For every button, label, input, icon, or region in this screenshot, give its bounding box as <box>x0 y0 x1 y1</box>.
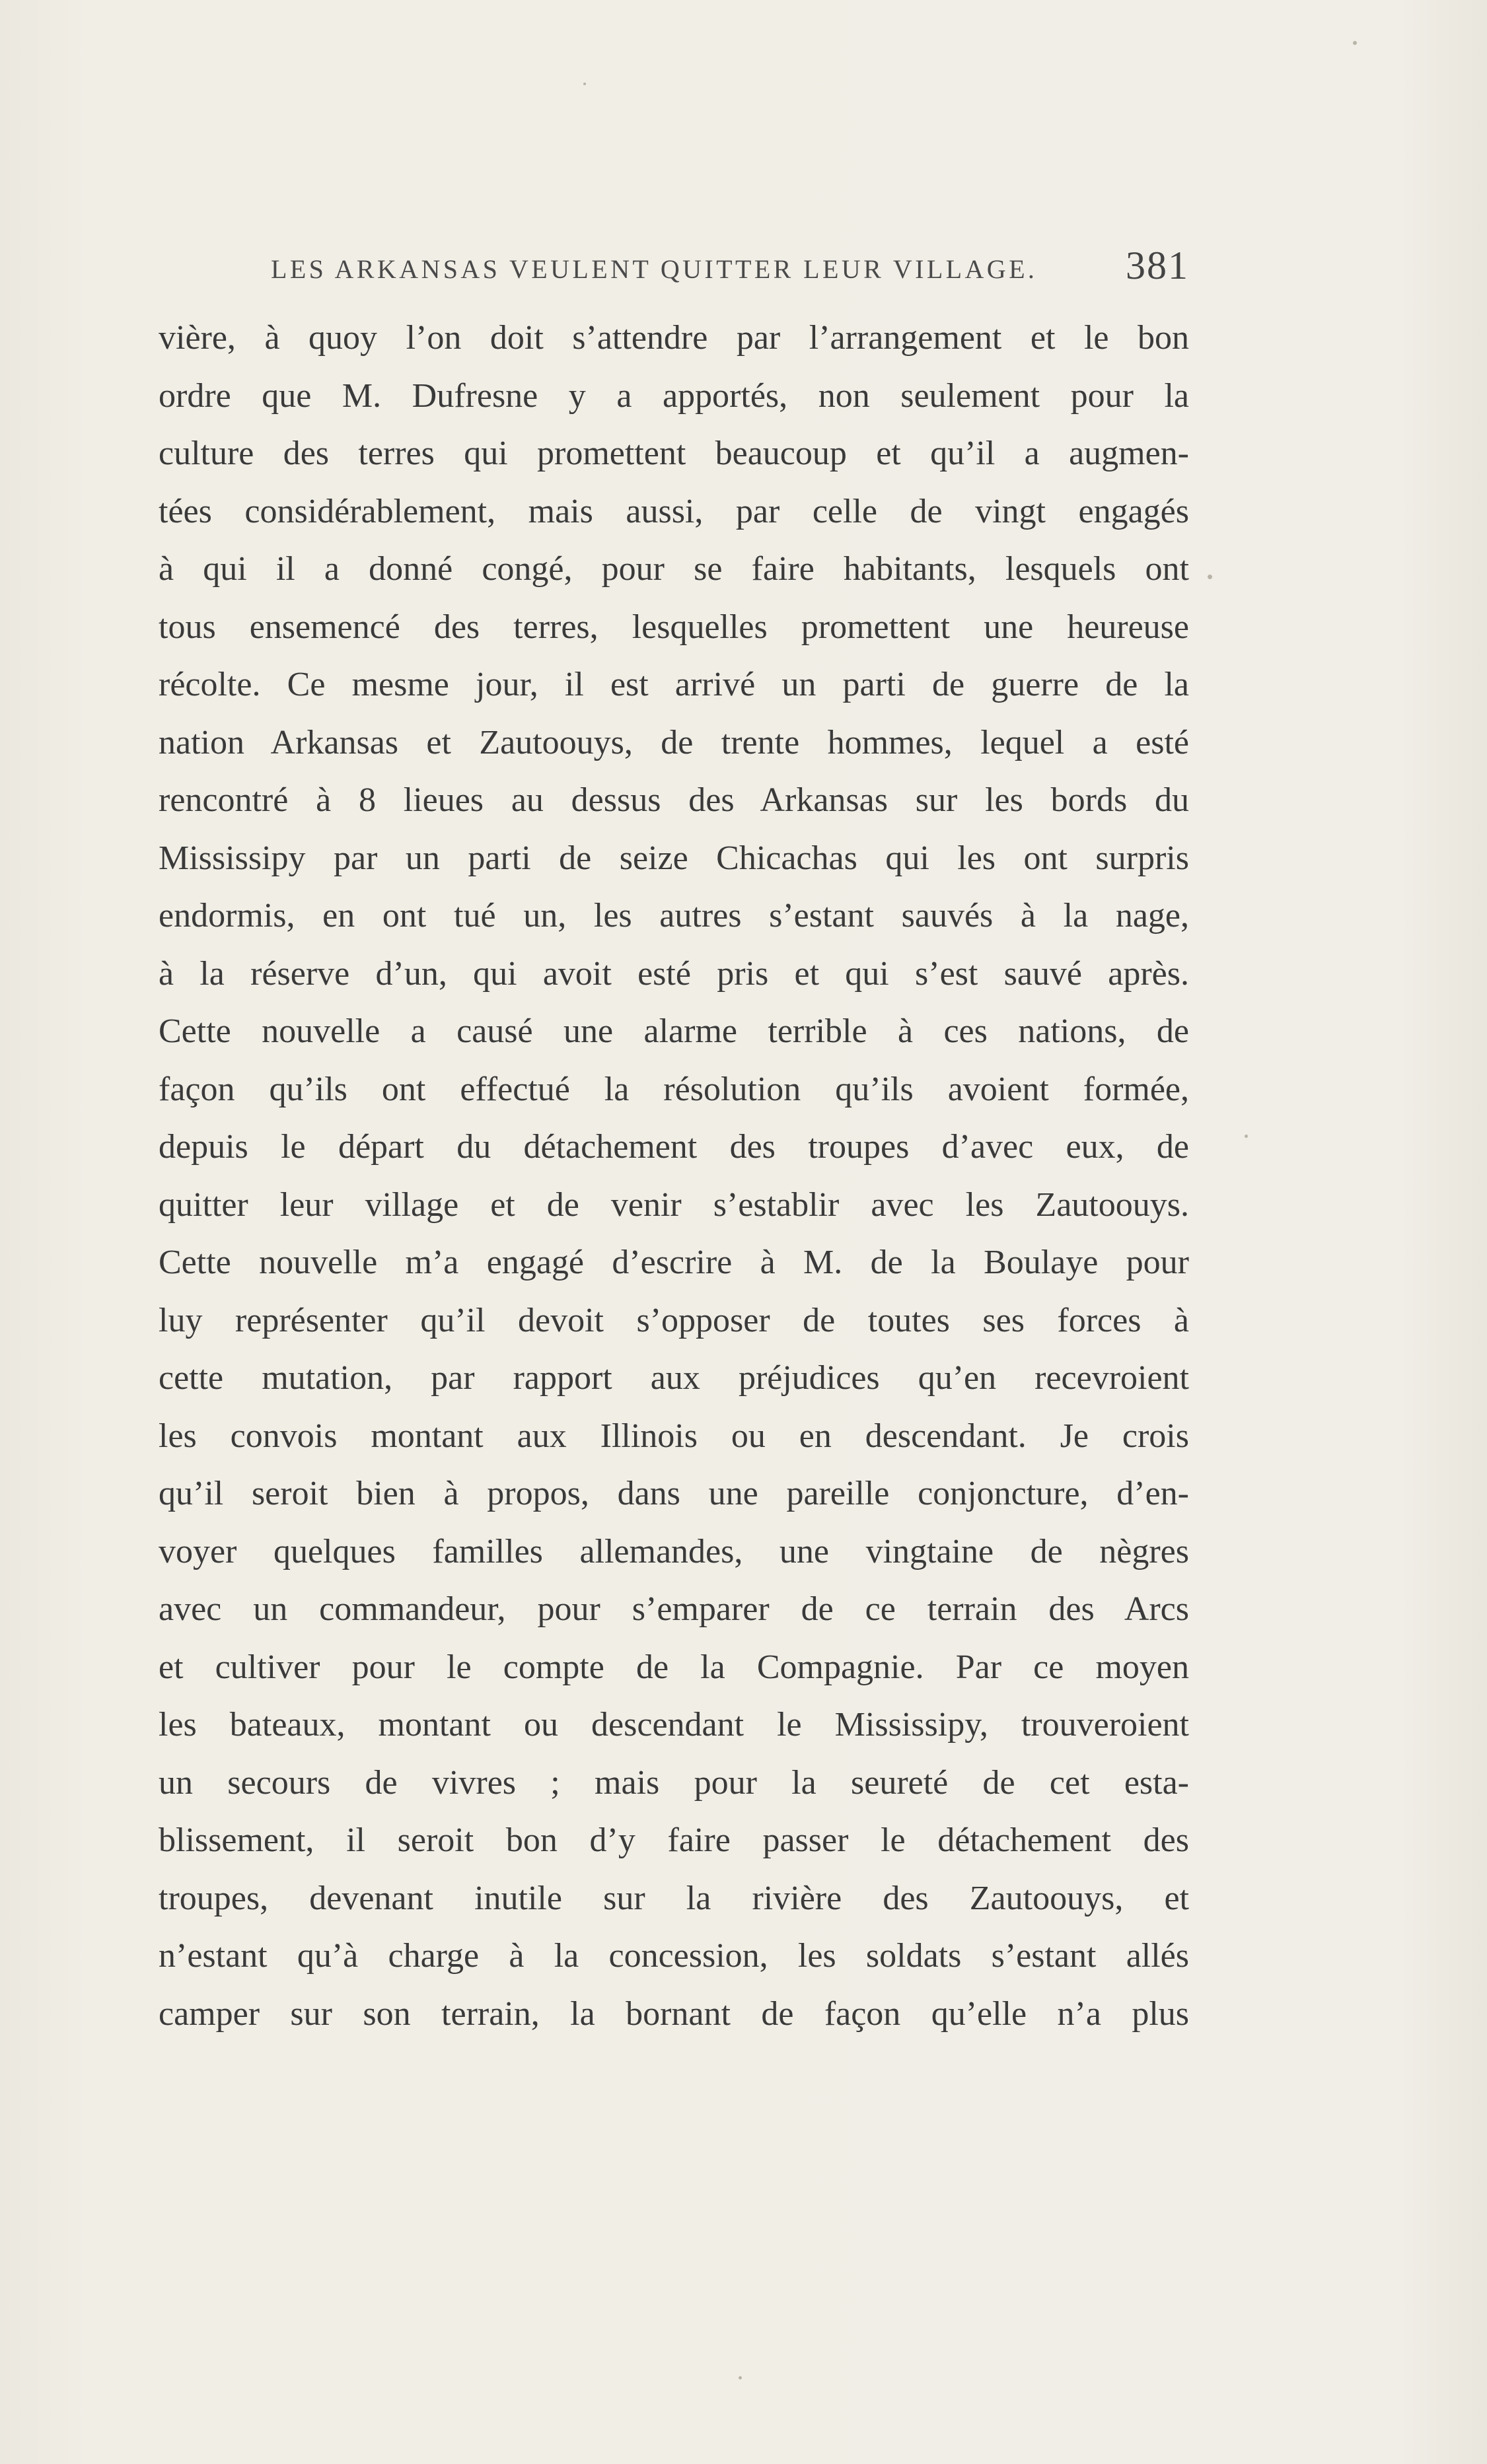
text-line: vière, à quoy l’on doit s’attendre par l’arrangement et le bon <box>159 319 1189 357</box>
text-line: culture des terres qui promettent beaucoup et qu’il a augmen- <box>159 435 1189 472</box>
text-line: à la réserve d’un, qui avoit esté pris et qui s’est sauvé après. <box>159 954 1189 993</box>
body-text <box>159 309 1189 2043</box>
text-line: les bateaux, montant ou descendant le Mississipy, trouveroient <box>159 1706 1189 1743</box>
text-line: blissement, il seroit bon d’y faire passer le détachement des <box>159 1821 1189 1859</box>
text-line: qu’il seroit bien à propos, dans une pareille conjoncture, d’en- <box>159 1475 1189 1512</box>
text-line: Cette nouvelle a causé une alarme terrible à ces nations, de <box>159 1012 1189 1050</box>
running-head <box>271 240 1189 287</box>
text-line: à qui il a donné congé, pour se faire habitants, lesquels ont <box>159 550 1189 588</box>
text-line: les convois montant aux Illinois ou en descendant. Je crois <box>159 1417 1189 1455</box>
text-line: avec un commandeur, pour s’emparer de ce terrain des Arcs <box>159 1590 1189 1628</box>
text-line: cette mutation, par rapport aux préjudices qu’en recevroient <box>159 1359 1189 1397</box>
text-line: luy représenter qu’il devoit s’opposer de toutes ses forces à <box>159 1301 1189 1339</box>
text-line: façon qu’ils ont effectué la résolution qu’ils avoient formée, <box>159 1070 1189 1108</box>
text-line: quitter leur village et de venir s’establir avec les Zautoouys. <box>159 1185 1189 1224</box>
text-line: n’estant qu’à charge à la concession, les soldats s’estant allés <box>159 1937 1189 1975</box>
page-number: 381 <box>1126 244 1189 287</box>
text-line: Cette nouvelle m’a engagé d’escrire à M. de la Boulaye pour <box>159 1244 1189 1281</box>
text-line: récolte. Ce mesme jour, il est arrivé un parti de guerre de la <box>159 666 1189 703</box>
text-line: Mississipy par un parti de seize Chicachas qui les ont surpris <box>159 839 1189 877</box>
text-line: voyer quelques familles allemandes, une vingtaine de nègres <box>159 1532 1189 1570</box>
paper-speck <box>739 2376 742 2379</box>
running-title: LES ARKANSAS VEULENT QUITTER LEUR VILLAGE. <box>271 254 1038 284</box>
text-line: endormis, en ont tué un, les autres s’estant sauvés à la nage, <box>159 897 1189 934</box>
text-line: depuis le départ du détachement des troupes d’avec eux, de <box>159 1128 1189 1166</box>
paper-speck <box>583 83 586 85</box>
text-line: un secours de vivres ; mais pour la seureté de cet esta- <box>159 1763 1189 1802</box>
paper-speck <box>1208 575 1212 579</box>
text-line: tées considérablement, mais aussi, par celle de vingt engagés <box>159 492 1189 530</box>
text-line: tous ensemencé des terres, lesquelles promettent une heureuse <box>159 608 1189 646</box>
text-line: troupes, devenant inutile sur la rivière des Zautoouys, et <box>159 1879 1189 1917</box>
text-line: et cultiver pour le compte de la Compagnie. Par ce moyen <box>159 1648 1189 1686</box>
paper-speck <box>1353 41 1357 45</box>
text-line: rencontré à 8 lieues au dessus des Arkansas sur les bords du <box>159 781 1189 819</box>
paper-speck <box>1245 1135 1248 1138</box>
text-line: nation Arkansas et Zautoouys, de trente hommes, lequel a esté <box>159 723 1189 761</box>
text-line: camper sur son terrain, la bornant de façon qu’elle n’a plus <box>159 1994 1189 2033</box>
text-line: ordre que M. Dufresne y a apportés, non seulement pour la <box>159 376 1189 415</box>
